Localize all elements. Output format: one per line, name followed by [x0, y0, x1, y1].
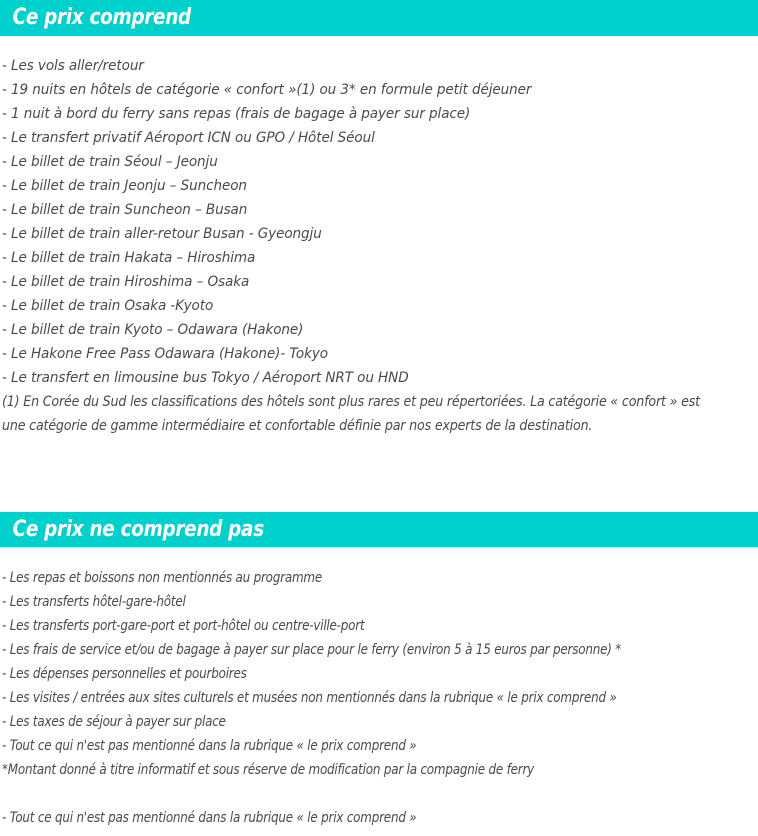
list-item: - 19 nuits en hôtels de catégorie « confort »(1) ou 3* en formule petit déjeuner: [2, 82, 532, 98]
list-item: - Le billet de train Hakata – Hiroshima: [2, 250, 256, 266]
section-header-excluded: [0, 512, 758, 547]
section-header-included: [0, 0, 758, 36]
list-item: - Les repas et boissons non mentionnés au programme: [2, 570, 323, 586]
section-body-excluded: [0, 566, 758, 830]
list-item: - Le transfert privatif Aéroport ICN ou GPO / Hôtel Séoul: [2, 130, 375, 146]
list-item: - Le Hakone Free Pass Odawara (Hakone)- Tokyo: [2, 346, 328, 362]
list-item: - Le billet de train Séoul – Jeonju: [2, 154, 218, 170]
list-item: - Le billet de train Osaka -Kyoto: [2, 298, 214, 314]
list-item: - Les taxes de séjour à payer sur place: [2, 714, 226, 730]
list-item: - Les vols aller/retour: [2, 58, 144, 74]
list-item: - Le transfert en limousine bus Tokyo / Aéroport NRT ou HND: [2, 370, 409, 386]
section-body-included: [0, 54, 758, 438]
list-item: - Tout ce qui n'est pas mentionné dans la rubrique « le prix comprend »: [2, 738, 417, 754]
list-item: - Les transferts hôtel-gare-hôtel: [2, 594, 186, 610]
list-item: - Le billet de train Hiroshima – Osaka: [2, 274, 250, 290]
list-item: - Le billet de train Jeonju – Suncheon: [2, 178, 247, 194]
footnote-hotel-category: (1) En Corée du Sud les classifications des hôtels sont plus rares et peu répertoriées. La catégorie « confort » est une catégorie de gamme intermédiaire et confortable définie par nos experts de la destination.: [2, 394, 700, 434]
footnote-ferry-amount: *Montant donné à titre informatif et sous réserve de modification par la compagnie de ferry: [2, 762, 535, 778]
list-item: - Le billet de train aller-retour Busan - Gyeongju: [2, 226, 322, 242]
section-title-excluded: Ce prix ne comprend pas: [12, 516, 264, 542]
list-item: - Les dépenses personnelles et pourboires: [2, 666, 247, 682]
list-item: - Les transferts port-gare-port et port-hôtel ou centre-ville-port: [2, 618, 365, 634]
list-item: - 1 nuit à bord du ferry sans repas (frais de bagage à payer sur place): [2, 106, 471, 122]
list-item: - Les frais de service et/ou de bagage à payer sur place pour le ferry (environ 5 à 15 euros par personne) *: [2, 642, 622, 658]
list-item: - Les visites / entrées aux sites culturels et musées non mentionnés dans la rubrique « le prix comprend »: [2, 690, 617, 706]
list-item: - Le billet de train Kyoto – Odawara (Hakone): [2, 322, 304, 338]
list-item: - Le billet de train Suncheon – Busan: [2, 202, 248, 218]
section-title-included: Ce prix comprend: [12, 5, 191, 30]
list-item-trailing: - Tout ce qui n'est pas mentionné dans la rubrique « le prix comprend »: [2, 810, 417, 826]
